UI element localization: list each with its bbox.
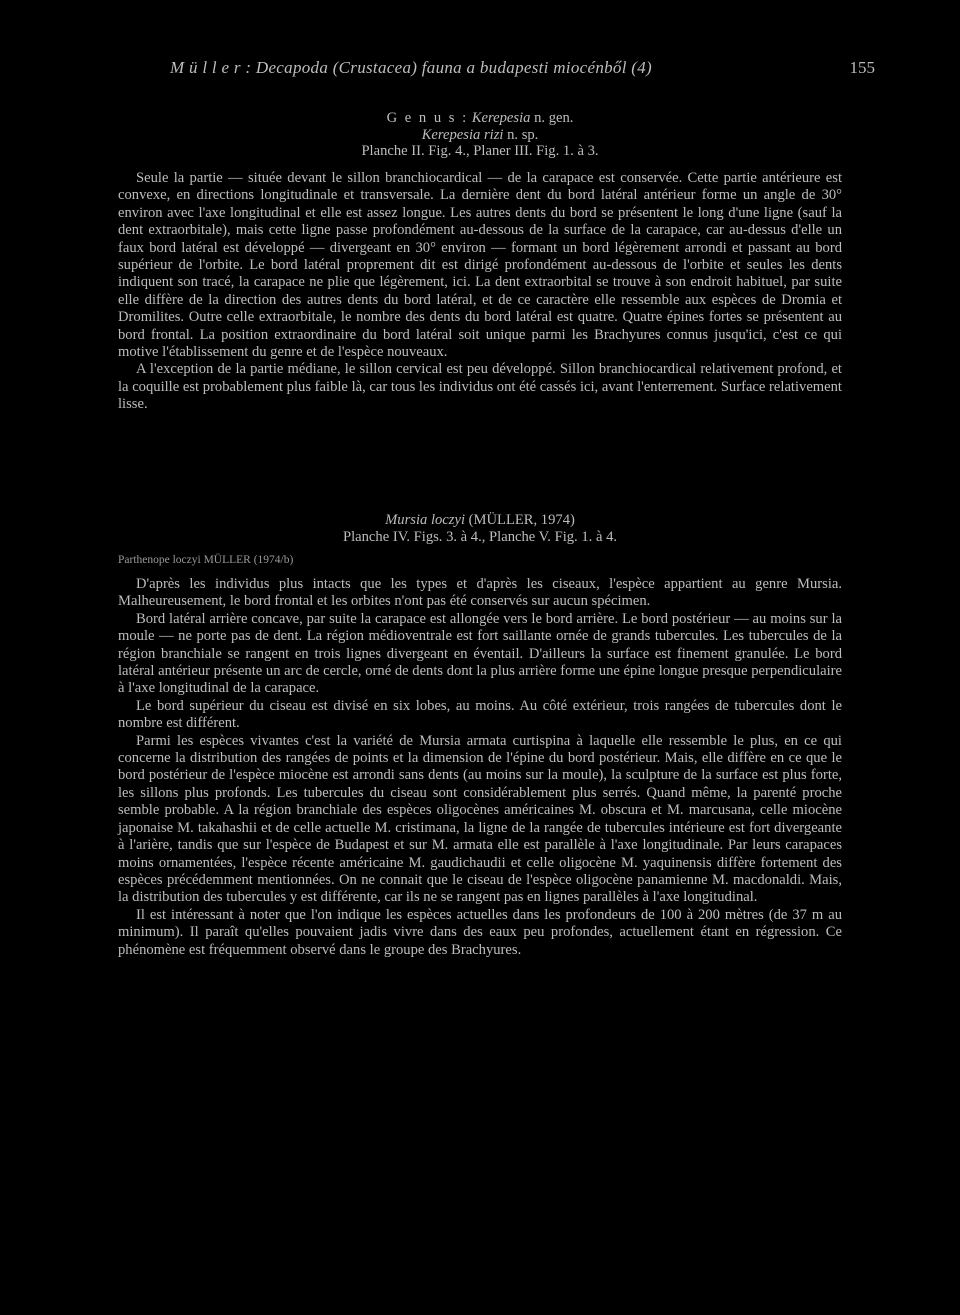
running-header (170, 58, 875, 82)
species-name: Kerepesia rizi (421, 126, 504, 143)
genus-suffix: n. gen. (534, 110, 574, 126)
paragraph: Le bord supérieur du ciseau est divisé en six lobes, au moins. Au côté extérieur, trois rangées de tubercules dont le nombre est différent. (118, 697, 842, 732)
species-name: Mursia loczyi (385, 512, 465, 528)
genus-name: Kerepesia (471, 110, 531, 126)
section1-heading (118, 110, 842, 160)
species-title-line (118, 127, 842, 144)
genus-label: G e n u s : (386, 110, 469, 126)
species-title-line (118, 512, 842, 529)
synonym-note: Parthenope loczyi MÜLLER (1974/b) (118, 554, 294, 566)
plates-reference: Planche IV. Figs. 3. à 4., Planche V. Fig. 1. à 4. (342, 528, 618, 545)
paragraph: Seule la partie — située devant le sillon branchiocardical — de la carapace est conservée. Cette partie antérieure est convexe, en directions longitudinale et transversale. La dernière dent du bord latéral antérieur forme un angle de 30° environ avec l'axe longitudinal et elle est assez longue. Les autres dents du bord se présentent le long d'une ligne (sauf la dent extraorbitale), mais cette ligne passe profondément au-dessous de la surface de la carapace, car au-dessus d'elle un faux bord latéral est développé — divergeant en 30° environ — formant un bord légèrement arrondi et passant au bord supérieur de l'orbite. Le bord latéral proprement dit est dirigé profondément au-dessous de l'orbite et seules les dents indiquent son tracé, la carapace ne plie que légèrement, ici. La dent extraorbital se trouve à son endroit habituel, par suite elle diffère de la direction des autres dents du bord latéral, et de ce caractère elle ressemble aux espèces de Dromia et Dromilites. Outre celle extraorbitale, le nombre des dents du bord latéral est quatre. Quatre épines fortes se présentent au bord frontal. La position extraordinaire du bord latéral soit unique parmi les Brachyures connus jusqu'ici, c'est ce qui motive l'établissement du genre et de l'espèce nouveaux. (118, 170, 842, 361)
paragraph: A l'exception de la partie médiane, le sillon cervical est peu développé. Sillon branchiocardical relativement profond, et la coquille est probablement plus faible là, car tous les individus ont été cassés ici, avant l'enterrement. Surface relativement lisse. (118, 361, 842, 413)
plates-reference: Planche II. Fig. 4., Planer III. Fig. 1. à 3. (361, 143, 599, 159)
section2-body (118, 576, 842, 959)
paragraph: Il est intéressant à noter que l'on indique les espèces actuelles dans les profondeurs de 100 à 200 mètres (de 37 m au minimum). Il paraît qu'elles pouvaient jadis vivre dans des eaux peu profondes, actuellement étant en régression. Ce phénomène est fréquemment observé dans le groupe des Brachyures. (118, 906, 842, 958)
paragraph: Bord latéral arrière concave, par suite la carapace est allongée vers le bord arrière. Le bord postérieur — au moins sur la moule — ne porte pas de dent. La région médioventrale est fort saillante ornée de grands tubercules. Les tubercules de la région branchiale se rangent en trois lignes divergeant en éventail. D'ailleurs la surface est finement granulée. Le bord latéral antérieur présente un arc de cercle, orné de dents dont la plus arrière forme une épine longue presque perpendiculaire à l'axe longitudinal de la carapace. (118, 610, 842, 697)
section1-body (118, 170, 842, 414)
page-number: 155 (849, 58, 875, 77)
paragraph: D'après les individus plus intacts que les types et d'après les ciseaux, l'espèce appartient au genre Mursia. Malheureusement, le bord frontal et les orbites n'ont pas été conservés sur aucun spécimen. (118, 576, 842, 610)
paragraph: Parmi les espèces vivantes c'est la variété de Mursia armata curtispina à laquelle elle ressemble le plus, en ce qui concerne la distribution des rangées de points et la dimension de l'épine du bord postérieur. Mais, elle diffère en ce que le bord postérieur de l'espèce miocène est arrondi sans dents (au moins sur la moule), la sculpture de la surface est plus forte, les sillons plus profonds. Les tubercules du ciseau sont considérablement plus serrés. Quand même, la parenté proche semble probable. A la région branchiale des espèces oligocènes américaines M. obscura et M. marcusana, celle miocène japonaise M. takahashii et de celle actuelle M. cristimana, la ligne de la rangée de tubercules intérieure est fort divergeante à l'arière, tandis que sur l'espèce de Budapest et sur M. armata elle est parallèle à l'axe longitudinale. Par leurs carapaces moins ornamentées, l'espèce récente américaine M. gaudichaudii et celle oligocène M. yaquinensis diffère fortement des espèces précédemment mentionnées. On ne connait que le ciseau de l'espèce oligocène panamienne M. macdonaldi. Mais, la distribution des tubercules y est différente, car ils ne se rangent pas en lignes parallèles à l'axe longitudinal. (118, 732, 842, 906)
species-suffix: n. sp. (507, 126, 539, 143)
running-title: M ü l l e r : Decapoda (Crustacea) fauna a budapesti miocénből (4) (170, 58, 653, 77)
genus-title-line (118, 110, 842, 127)
section2-heading (118, 512, 842, 545)
species-author: (MÜLLER, 1974) (468, 512, 575, 528)
